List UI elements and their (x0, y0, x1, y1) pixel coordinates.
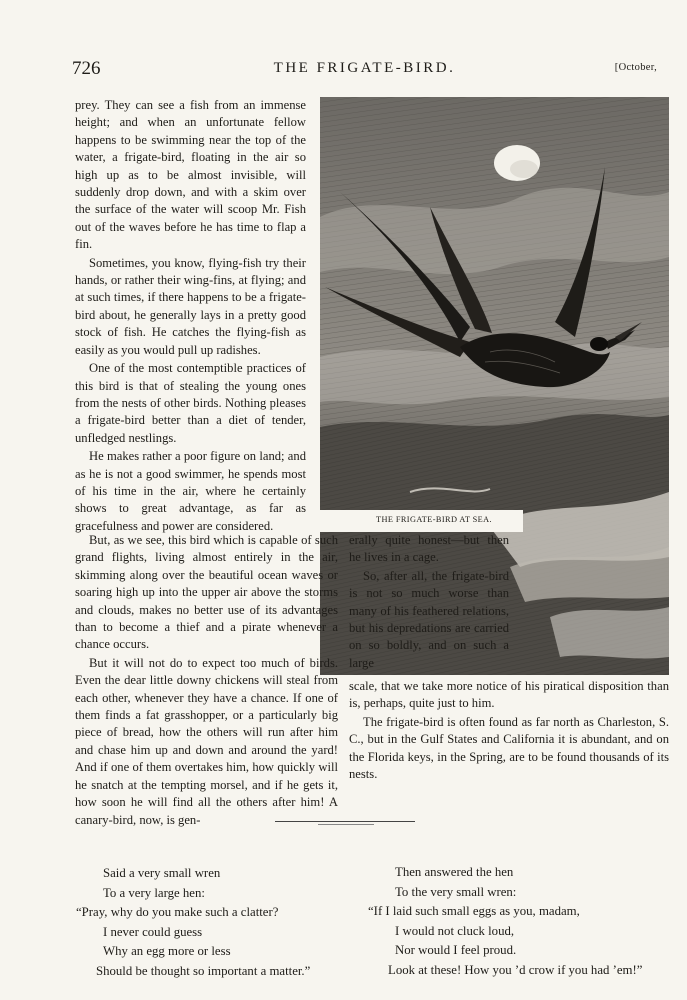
poem-line: To the very small wren: (395, 884, 517, 899)
article-column-right (349, 532, 509, 672)
poem-line: I would not cluck loud, (395, 923, 515, 938)
paragraph: So, after all, the frigate-bird is not so much worse than many of his feathered relations, but his depredations are carried on so boldly, and on such a large (349, 568, 509, 670)
poem-stanza-left (76, 864, 310, 981)
paragraph: One of the most contemptible practices of this bird is that of stealing the young ones from the nests of other birds. Nothing pleases a frigate-bird better than a diet of tender, unfledged nestlings. (75, 361, 306, 445)
paragraph: He makes rather a poor figure on land; and as he is not a good swimmer, he spends most of his time in the air, where he certainly shows to great advantage, as far as gracefulness and power are considered. (75, 449, 306, 533)
poem-line: To a very large hen: (103, 885, 205, 900)
poem-line: I never could guess (103, 924, 203, 939)
running-title: THE FRIGATE-BIRD. (273, 60, 456, 76)
poem-line: Why an egg more or less (103, 944, 231, 958)
poem-line: Should be thought so important a matter.” (96, 963, 311, 978)
poem-line: “If I laid such small eggs as you, madam, (368, 904, 580, 918)
poem-line: Nor would I feel proud. (395, 943, 517, 957)
poem-line: Look at these! How you ’d crow if you had ’em!” (388, 962, 643, 977)
poem-line: “Pray, why do you make such a clatter? (76, 905, 279, 919)
section-divider-short (318, 824, 374, 825)
paragraph: But it will not do to expect too much of birds. Even the dear little downy chickens will steal from each other, whenever they have a chance. If one of them finds a fat grasshopper, or a particularly big piece of bread, how the others will run after him and chase him up and down and around the yard! And if one of them overtakes him, how quickly will he snatch at the tempting morsel, and if he gets it, how soon he will find all the others after him! A canary-bird, now, is gen- (75, 655, 338, 827)
page-header (72, 58, 657, 80)
paragraph: erally quite honest—but then he lives in a cage. (349, 533, 509, 565)
paragraph: The frigate-bird is often found as far north as Charleston, S. C., but in the Gulf States and California it is abundant, and on the Florida keys, in the Spring, are to be found thousands of its nests. (349, 714, 669, 782)
article-column-continued (349, 678, 669, 783)
running-month: [October, (614, 62, 657, 73)
poem-line: Then answered the hen (395, 865, 514, 879)
page-number: 726 (72, 58, 101, 79)
illustration-caption: THE FRIGATE-BIRD AT SEA. (376, 515, 492, 524)
paragraph: Sometimes, you know, flying-fish try their hands, or rather their wing-fins, at flying; and at such times, if there happens to be a frigate-bird about, he generally lays in a pretty good stock of fish. He catches the flying-fish as easily as you would pull up radishes. (75, 255, 306, 357)
section-divider (275, 821, 415, 822)
article-column-left (75, 97, 306, 535)
poem-stanza-right (368, 863, 642, 980)
article-column-bottom (75, 532, 338, 829)
paragraph: But, as we see, this bird which is capable of such grand flights, living almost entirely in the air, skimming along over the beautiful ocean waves or soaring high up into the upper air above the storms and clouds, makes no better use of its advantages than to become a thief and a pirate whenever a chance occurs. (75, 533, 338, 652)
paragraph: prey. They can see a fish from an immense height; and when an unfortunate fellow happens to be swimming near the top of the water, a frigate-bird, floating in the air so high up as to be almost invisible, will suddenly drop down, and with a skim over the surface of the water will scoop Mr. Fish out of the waves before he has time to flap a fin. (75, 98, 306, 252)
paragraph: scale, that we take more notice of his piratical disposition than is, perhaps, quite just to him. (349, 679, 669, 711)
poem-line: Said a very small wren (103, 866, 221, 880)
